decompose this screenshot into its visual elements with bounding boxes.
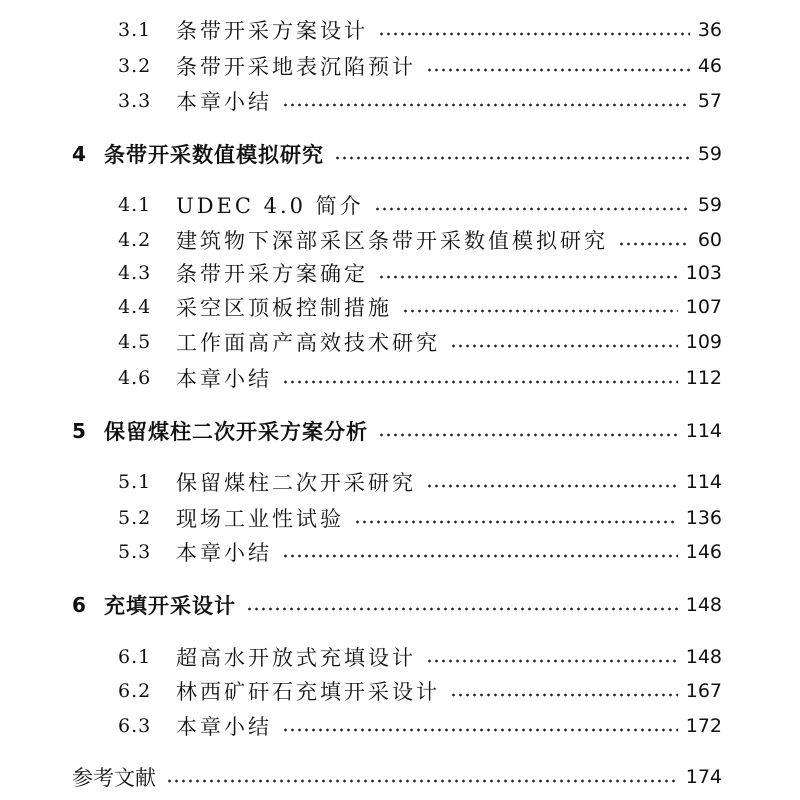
toc-entry-title: 本章小结	[176, 541, 272, 565]
toc-entry-page-number: 59	[697, 194, 722, 216]
toc-entry-page-number: 103	[685, 262, 722, 284]
toc-entry-page-number: 107	[685, 296, 722, 318]
dot-leader	[378, 433, 678, 437]
toc-entry-page-number: 146	[685, 541, 722, 563]
toc-entry-title: 本章小结	[176, 715, 272, 739]
toc-entry-title: 保留煤柱二次开采研究	[176, 471, 416, 495]
dot-leader	[282, 103, 690, 107]
dot-leader	[282, 554, 678, 558]
toc-entry-title: 条带开采方案确定	[176, 262, 368, 286]
toc-entry-page-number: 167	[685, 680, 722, 702]
toc-section-row[interactable]	[118, 84, 722, 118]
toc-section-row[interactable]	[118, 256, 722, 290]
dot-leader	[450, 693, 678, 697]
toc-entry-title: 参考文献	[72, 766, 156, 790]
toc-entry-title: 充填开采设计	[104, 594, 236, 618]
toc-chapter-row[interactable]	[72, 137, 722, 171]
toc-entry-title: 本章小结	[176, 367, 272, 391]
toc-section-row[interactable]	[118, 709, 722, 743]
toc-section-row[interactable]	[118, 361, 722, 395]
toc-section-row[interactable]	[118, 188, 722, 222]
toc-plain-row[interactable]	[72, 760, 722, 794]
dot-leader	[450, 344, 678, 348]
toc-entry-number: 3.3	[118, 90, 152, 112]
toc-section-row[interactable]	[118, 501, 722, 535]
toc-entry-page-number: 60	[697, 229, 722, 251]
toc-entry-number: 4.5	[118, 331, 152, 353]
dot-leader	[166, 779, 678, 783]
toc-entry-page-number: 46	[697, 55, 722, 77]
toc-entry-number: 3.2	[118, 55, 152, 77]
toc-entry-title: 保留煤柱二次开采方案分析	[104, 420, 368, 444]
toc-entry-page-number: 174	[685, 766, 722, 788]
toc-entry-page-number: 59	[697, 143, 722, 165]
toc-entry-title: 建筑物下深部采区条带开采数值模拟研究	[176, 229, 608, 253]
toc-entry-number: 4.2	[118, 229, 152, 251]
dot-leader	[618, 242, 690, 246]
toc-entry-page-number: 114	[685, 471, 722, 493]
toc-entry-number: 5.1	[118, 471, 152, 493]
toc-entry-title: 条带开采数值模拟研究	[104, 143, 324, 167]
toc-entry-number: 4.3	[118, 262, 152, 284]
dot-leader	[334, 156, 690, 160]
toc-entry-number: 5.3	[118, 541, 152, 563]
toc-entry-title: 采空区顶板控制措施	[176, 296, 392, 320]
toc-entry-title: 工作面高产高效技术研究	[176, 331, 440, 355]
toc-section-row[interactable]	[118, 290, 722, 324]
toc-entry-title: 超高水开放式充填设计	[176, 646, 416, 670]
toc-entry-number: 6.3	[118, 715, 152, 737]
toc-chapter-row[interactable]	[72, 588, 722, 622]
toc-entry-title: 条带开采方案设计	[176, 19, 368, 43]
toc-entry-title: 本章小结	[176, 90, 272, 114]
toc-entry-page-number: 36	[697, 19, 722, 41]
toc-entry-number: 4.6	[118, 367, 152, 389]
dot-leader	[426, 659, 678, 663]
toc-entry-page-number: 109	[685, 331, 722, 353]
toc-entry-number: 5	[72, 419, 86, 443]
toc-section-row[interactable]	[118, 535, 722, 569]
toc-section-row[interactable]	[118, 13, 722, 47]
toc-entry-page-number: 136	[685, 507, 722, 529]
toc-section-row[interactable]	[118, 465, 722, 499]
toc-section-row[interactable]	[118, 49, 722, 83]
toc-entry-title: UDEC 4.0 简介	[176, 194, 364, 218]
toc-entry-title: 条带开采地表沉陷预计	[176, 55, 416, 79]
toc-section-row[interactable]	[118, 640, 722, 674]
dot-leader	[378, 32, 690, 36]
toc-entry-number: 5.2	[118, 507, 152, 529]
toc-section-row[interactable]	[118, 325, 722, 359]
dot-leader	[246, 607, 678, 611]
toc-entry-number: 6.2	[118, 680, 152, 702]
dot-leader	[378, 275, 678, 279]
toc-entry-number: 3.1	[118, 19, 152, 41]
toc-chapter-row[interactable]	[72, 414, 722, 448]
toc-entry-page-number: 148	[685, 594, 722, 616]
toc-section-row[interactable]	[118, 674, 722, 708]
dot-leader	[426, 68, 690, 72]
toc-entry-page-number: 172	[685, 715, 722, 737]
toc-entry-page-number: 114	[685, 420, 722, 442]
toc-entry-page-number: 57	[697, 90, 722, 112]
toc-entry-number: 4	[72, 142, 86, 166]
toc-entry-title: 现场工业性试验	[176, 507, 344, 531]
toc-entry-title: 林西矿矸石充填开采设计	[176, 680, 440, 704]
dot-leader	[374, 207, 690, 211]
toc-entry-number: 6.1	[118, 646, 152, 668]
toc-entry-number: 4.4	[118, 296, 152, 318]
toc-entry-page-number: 112	[685, 367, 722, 389]
toc-entry-number: 4.1	[118, 194, 152, 216]
dot-leader	[402, 309, 678, 313]
toc-section-row[interactable]	[118, 223, 722, 257]
toc-entry-page-number: 148	[685, 646, 722, 668]
dot-leader	[426, 484, 678, 488]
dot-leader	[282, 380, 678, 384]
toc-entry-number: 6	[72, 593, 86, 617]
dot-leader	[282, 728, 678, 732]
dot-leader	[354, 520, 678, 524]
